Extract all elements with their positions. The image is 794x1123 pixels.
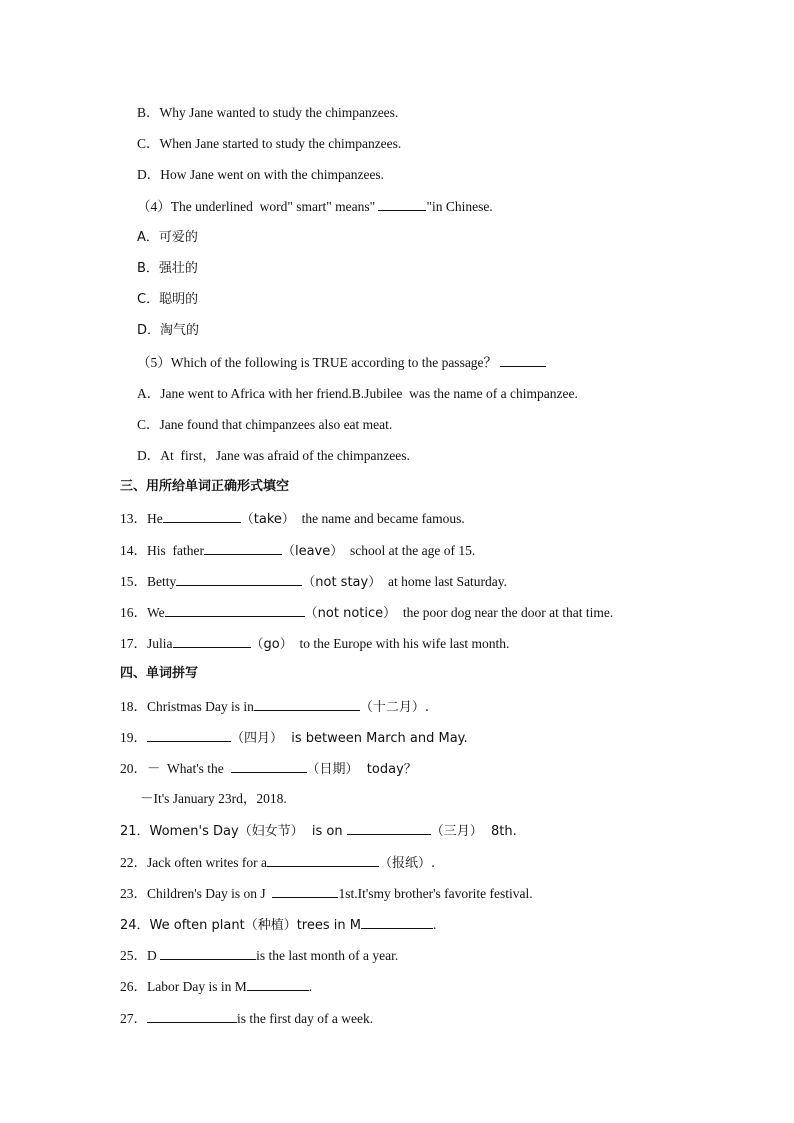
q5-option-d: D．At first，Jane was afraid of the chimpanzees.: [137, 448, 410, 463]
q24: 24．We often plant（种植）trees in M .: [120, 917, 437, 933]
q23: 23．Children's Day is on J 1st.It'smy brother's favorite festival.: [120, 886, 533, 901]
q3-option-c: C．When Jane started to study the chimpanzees.: [137, 136, 402, 151]
q15: 15．Betty （not stay） at home last Saturday.: [120, 574, 508, 590]
q13-blank[interactable]: [163, 509, 241, 523]
q16-blank[interactable]: [165, 603, 305, 617]
q5-option-a: A．Jane went to Africa with her friend.B.Jubilee was the name of a chimpanzee.: [137, 386, 578, 401]
q21: 21．Women's Day（妇女节） is on （三月） 8th.: [120, 821, 517, 841]
q5-blank[interactable]: [500, 353, 546, 367]
q4-option-b: B．强壮的: [137, 261, 198, 276]
q15-blank[interactable]: [176, 572, 302, 586]
q4-option-a: A．可爱的: [137, 230, 198, 245]
section3-title: 三、用所给单词正确形式填空: [120, 479, 290, 494]
q17-blank[interactable]: [173, 634, 251, 648]
q3-option-d: D．How Jane went on with the chimpanzees.: [137, 167, 385, 182]
q20-answer: －It's January 23rd，2018.: [140, 791, 287, 806]
q4-option-c: C．聪明的: [137, 292, 199, 307]
q19-blank[interactable]: [147, 728, 231, 742]
q27: 27． is the first day of a week.: [120, 1011, 374, 1026]
q27-blank[interactable]: [147, 1009, 237, 1023]
q16: 16．We （not notice） the poor dog near the door at that time.: [120, 605, 614, 621]
q25-blank[interactable]: [160, 946, 256, 960]
q13: 13．He （take） the name and became famous.: [120, 511, 465, 527]
q20-blank[interactable]: [231, 759, 307, 773]
q21-blank[interactable]: [347, 821, 431, 835]
q4-option-d: D．淘气的: [137, 323, 200, 338]
section4-title: 四、单词拼写: [120, 666, 199, 681]
q26-blank[interactable]: [247, 977, 309, 991]
q18: 18．Christmas Day is in （十二月）.: [120, 699, 430, 715]
q20: 20．－ What's the （日期） today？: [120, 761, 417, 777]
q5-option-c: C．Jane found that chimpanzees also eat meat.: [137, 417, 393, 432]
q17: 17．Julia （go） to the Europe with his wife last month.: [120, 636, 510, 652]
q26: 26．Labor Day is in M .: [120, 979, 313, 994]
q25: 25．D is the last month of a year.: [120, 948, 399, 963]
q5-stem: （5）Which of the following is TRUE according to the passage？: [137, 353, 546, 372]
q24-blank[interactable]: [361, 915, 433, 929]
q18-blank[interactable]: [254, 697, 360, 711]
q14: 14．His father （leave） school at the age of 15.: [120, 543, 476, 559]
q14-blank[interactable]: [204, 541, 282, 555]
q22-blank[interactable]: [267, 853, 379, 867]
q22: 22．Jack often writes for a （报纸）.: [120, 855, 436, 871]
q3-option-b: B．Why Jane wanted to study the chimpanzees.: [137, 105, 399, 120]
q19: 19． （四月） is between March and May.: [120, 730, 468, 746]
q4-stem: （4）The underlined word" smart" means" "in Chinese.: [137, 199, 493, 214]
q4-blank[interactable]: [378, 197, 426, 211]
q23-blank[interactable]: [272, 884, 338, 898]
